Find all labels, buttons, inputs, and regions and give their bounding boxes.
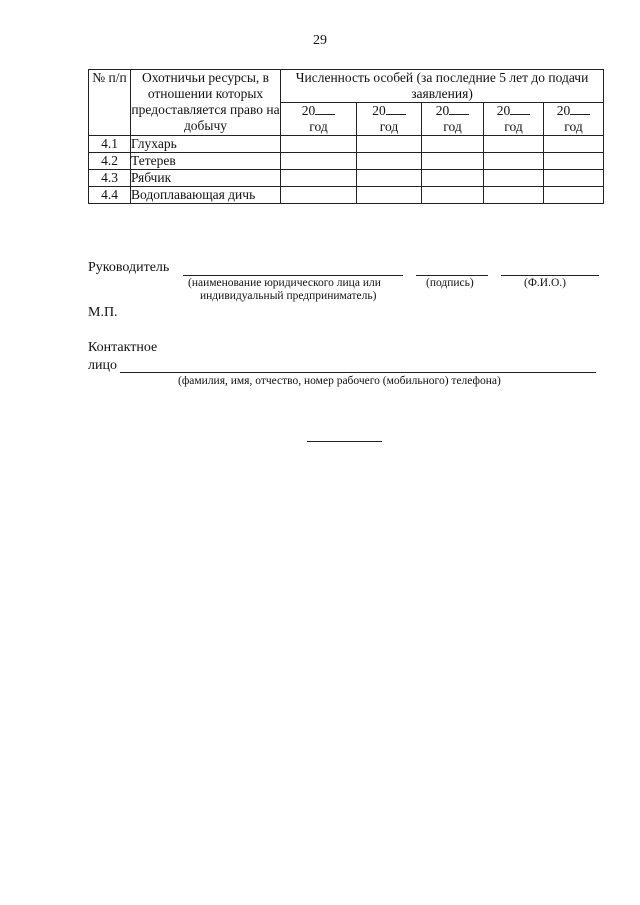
count-cell [484,153,544,170]
org-caption-2: индивидуальный предприниматель) [200,290,377,302]
count-cell [422,187,484,204]
header-resource: Охотничьи ресурсы, в отношении которых предоставляется право на добычу [131,70,281,136]
header-number: № п/п [89,70,131,136]
count-cell [422,136,484,153]
count-cell [281,187,357,204]
stamp-label: М.П. [88,305,118,320]
count-cell [484,170,544,187]
row-number: 4.1 [89,136,131,153]
hunting-resources-table [88,69,604,204]
table-row [89,187,604,204]
row-number: 4.2 [89,153,131,170]
header-year: 20 год [281,103,357,136]
header-year: 20 год [544,103,604,136]
fio-line [501,275,599,276]
count-cell [281,136,357,153]
count-cell [484,187,544,204]
table-row [89,136,604,153]
row-number: 4.3 [89,170,131,187]
row-resource: Рябчик [131,170,281,187]
count-cell [422,170,484,187]
row-resource: Водоплавающая дичь [131,187,281,204]
org-caption-1: (наименование юридического лица или [188,277,381,289]
row-resource: Глухарь [131,136,281,153]
fio-caption: (Ф.И.О.) [524,277,566,289]
contact-line [120,372,596,373]
contact-caption: (фамилия, имя, отчество, номер рабочего (мобильного) телефона) [178,375,501,387]
count-cell [357,170,422,187]
header-year: 20 год [357,103,422,136]
header-year: 20 год [484,103,544,136]
header-year: 20 год [422,103,484,136]
count-cell [544,153,604,170]
count-cell [544,187,604,204]
count-cell [422,153,484,170]
contact-label-1: Контактное [88,340,158,355]
count-cell [357,187,422,204]
signature-line [416,275,488,276]
head-label: Руководитель [88,260,170,275]
count-cell [281,170,357,187]
page-number: 29 [313,33,327,48]
count-cell [281,153,357,170]
count-cell [544,136,604,153]
count-cell [544,170,604,187]
org-name-line [183,275,403,276]
contact-label-2: лицо [88,358,117,373]
count-cell [484,136,544,153]
header-count-group: Численность особей (за последние 5 лет до подачи заявления) [281,70,604,103]
table-row [89,170,604,187]
end-rule [307,441,382,442]
count-cell [357,153,422,170]
row-resource: Тетерев [131,153,281,170]
table-row [89,153,604,170]
row-number: 4.4 [89,187,131,204]
count-cell [357,136,422,153]
sign-caption: (подпись) [426,277,474,289]
